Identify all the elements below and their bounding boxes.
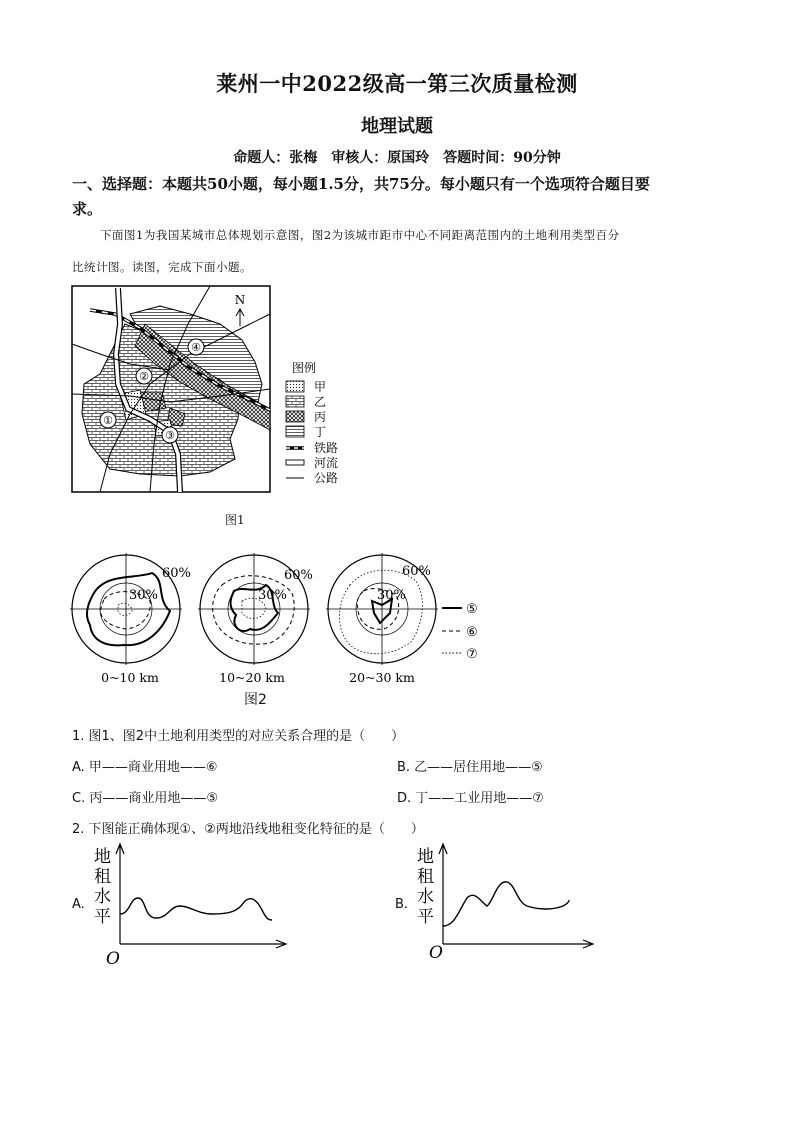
legend-series-5: ⑤ (466, 602, 478, 617)
section-heading-line2: 求。 (72, 200, 103, 218)
figure2-radial-charts (66, 551, 506, 711)
panel-label-3: 20~30 km (349, 670, 415, 685)
figure1-caption: 图1 (225, 513, 245, 527)
q2-option-a[interactable]: A. (72, 897, 85, 912)
panel-label-2: 10~20 km (219, 670, 285, 685)
figure1-map (70, 284, 360, 499)
ring-label-30-p2: 30% (258, 588, 287, 603)
legend-series-6: ⑥ (466, 625, 478, 640)
intro-line2: 比统计图。读图，完成下面小题。 (72, 260, 252, 274)
ring-label-60-p3: 60% (402, 564, 431, 579)
marker-4 (188, 339, 204, 355)
rent-a-curve (120, 898, 272, 920)
q1-option-b[interactable]: B. 乙——居住用地——⑤ (397, 760, 543, 775)
svg-text:N: N (234, 293, 246, 307)
ring-label-60-p1: 60% (162, 566, 191, 581)
q1-stem: 1. 图1、图2中土地利用类型的对应关系合理的是（ ） (72, 729, 405, 744)
rent-chart-a (88, 840, 288, 970)
ring-label-30-p3: 30% (377, 588, 406, 603)
q1-option-a[interactable]: A. 甲——商业用地——⑥ (72, 760, 218, 775)
rent-b-ylabel-2: 租 (417, 867, 434, 887)
svg-text:①: ① (103, 414, 113, 427)
map-legend (286, 360, 338, 485)
rent-b-ylabel-3: 水 (417, 887, 434, 907)
rent-a-origin: O (106, 949, 120, 969)
exam-title: 莱州一中2022级高一第三次质量检测 (216, 71, 578, 96)
section-heading-line1: 一、选择题：本题共50小题，每小题1.5分，共75分。每小题只有一个选项符合题目要 (72, 175, 650, 193)
marker-1 (100, 412, 116, 428)
rent-a-ylabel-2: 租 (94, 867, 111, 887)
section-heading (72, 172, 722, 222)
legend-title: 图例 (292, 361, 317, 375)
rent-a-ylabel-3: 水 (94, 887, 111, 907)
figure2-caption: 图2 (244, 692, 267, 708)
authors-line: 命题人：张梅 审核人：原国玲 答题时间：90分钟 (233, 150, 561, 166)
legend-railway: 铁路 (314, 441, 339, 455)
svg-text:③: ③ (165, 429, 175, 442)
ring-label-30-p1: 30% (129, 588, 158, 603)
rent-b-ylabel-4: 平 (417, 907, 434, 927)
legend-series-7: ⑦ (466, 647, 478, 662)
legend-river: 河流 (314, 456, 339, 470)
q2-stem: 2. 下图能正确体现①、②两地沿线地租变化特征的是（ ） (72, 822, 424, 837)
legend-bing: 丙 (314, 410, 327, 424)
q1-option-c[interactable]: C. 丙——商业用地——⑤ (72, 791, 218, 806)
svg-text:②: ② (139, 370, 149, 383)
rent-chart-b (411, 840, 611, 970)
panel-label-1: 0~10 km (101, 670, 159, 685)
legend-road: 公路 (314, 471, 339, 485)
svg-text:④: ④ (191, 341, 201, 354)
legend-yi: 乙 (314, 395, 327, 409)
figure2-legend (442, 602, 478, 662)
marker-2 (136, 368, 152, 384)
legend-jia: 甲 (314, 380, 327, 394)
rent-b-ylabel-1: 地 (417, 847, 434, 867)
ring-label-60-p2: 60% (284, 568, 313, 583)
marker-3 (162, 427, 178, 443)
legend-ding: 丁 (314, 425, 327, 439)
rent-b-curve (443, 882, 569, 926)
intro-line1: 下面图1为我国某城市总体规划示意图，图2为该城市距市中心不同距离范围内的土地利用类型百分 (100, 228, 620, 242)
rent-a-ylabel-1: 地 (94, 847, 111, 867)
q2-option-b[interactable]: B. (395, 897, 409, 912)
rent-b-origin: O (429, 943, 443, 963)
rent-a-ylabel-4: 平 (94, 907, 111, 927)
q1-option-d[interactable]: D. 丁——工业用地——⑦ (397, 791, 544, 806)
subject-title: 地理试题 (361, 116, 433, 137)
